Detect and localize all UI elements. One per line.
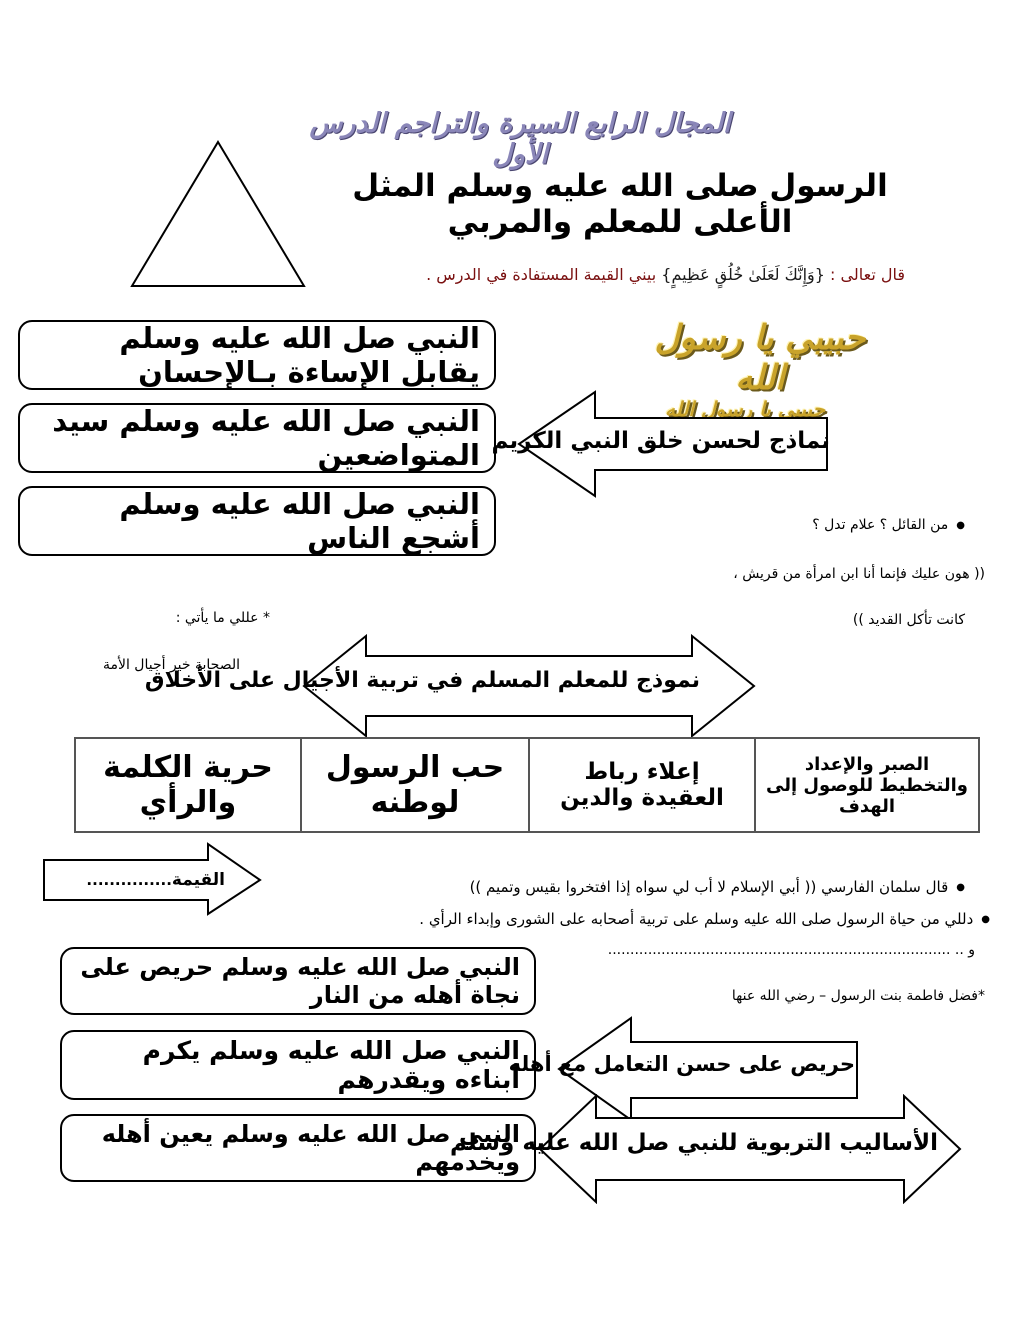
trait-box-2 xyxy=(18,403,496,473)
table-cell-text-3: حب الرسول لوطنه xyxy=(325,750,505,820)
fatima-virtue: *فضل فاطمة بنت الرسول – رضي الله عنها xyxy=(731,988,985,1004)
value-label: القيمة xyxy=(171,870,225,890)
qualities-table xyxy=(74,737,980,833)
table-cell-text-1: الصبر والإعداد والتخطيط للوصول إلى الهدف xyxy=(766,753,968,817)
table-cell-2 xyxy=(528,739,754,831)
table-cell-1 xyxy=(754,739,978,831)
family-care-label: حريص على حسن التعامل مع أهله xyxy=(508,1052,855,1076)
explain-prompt: * عللي ما يأتي : xyxy=(175,610,270,626)
answer-dotted-line: و .. ............................................................................. xyxy=(607,942,975,958)
table-cell-text-4: حرية الكلمة والرأي xyxy=(103,750,273,820)
trait-box-1 xyxy=(18,320,496,390)
method-text-2: النبي صل الله عليه وسلم يكرم أبناءه ويقدرهم xyxy=(142,1036,520,1094)
trait-box-3 xyxy=(18,486,496,556)
banner-line-1: حبيبي يا رسول الله xyxy=(654,318,866,398)
verse-suffix: بيني القيمة المستفادة في الدرس . xyxy=(426,265,657,284)
shura-question: ● دللي من حياة الرسول صلى الله عليه وسلم على تربية أصحابه على الشورى وإبداء الرأي . xyxy=(419,910,990,928)
verse-line xyxy=(330,265,905,284)
value-dots: ............... xyxy=(86,871,172,889)
traits-arrow-label: نماذج لحسن خلق النبي الكريم xyxy=(491,428,830,454)
triangle-shape xyxy=(128,138,308,290)
quote-line-2: كانت تأكل القديد )) xyxy=(852,612,965,628)
explain-item: الصحابة خير أجيال الأمة xyxy=(102,657,240,673)
trait-text-3: النبي صل الله عليه وسلم أشجع الناس xyxy=(119,487,480,555)
method-text-3: النبي صل الله عليه وسلم يعين أهله ويخدمهم xyxy=(101,1120,520,1176)
table-cell-4 xyxy=(76,739,300,831)
model-teacher-label: نموذج للمعلم المسلم في تربية الأجيال على الأخلاق xyxy=(144,668,700,693)
value-arrow-content xyxy=(55,870,225,890)
method-box-2 xyxy=(60,1030,536,1100)
banner-line-2: حبيبي يا رسول الله xyxy=(665,397,825,421)
verse-prefix: قال تعالى : xyxy=(830,265,905,284)
table-cell-3 xyxy=(300,739,528,831)
salman-quote: ● قال سلمان الفارسي (( أبي الإسلام لا أب لي سواه إذا افتخروا بقيس وتميم )) xyxy=(470,878,965,896)
lesson-subtitle: الرسول صلى الله عليه وسلم المثل الأعلى للمعلم والمربي xyxy=(352,168,888,240)
trait-text-1: النبي صل الله عليه وسلم يقابل الإساءة بـالإحسان xyxy=(119,321,480,389)
question-who-said: ● من القائل ؟ علام تدل ؟ xyxy=(812,517,965,533)
method-text-1: النبي صل الله عليه وسلم حريص على نجاة أهله من النار xyxy=(80,953,520,1009)
quote-line-1: (( هون عليك فإنما أنا ابن امرأة من قريش ، xyxy=(733,566,985,582)
methods-label: الأساليب التربوية للنبي صل الله عليه وسلم xyxy=(450,1130,938,1156)
table-cell-text-2: إعلاء رباط العقيدة والدين xyxy=(560,759,724,811)
trait-text-2: النبي صل الله عليه وسلم سيد المتواضعين xyxy=(52,404,480,472)
method-box-1 xyxy=(60,947,536,1015)
verse-quote: {وَإِنَّكَ لَعَلَىٰ خُلُقٍ عَظِيمٍ} xyxy=(661,265,825,284)
lesson-title: المجال الرابع السيرة والتراجم الدرس الأول xyxy=(309,108,731,170)
